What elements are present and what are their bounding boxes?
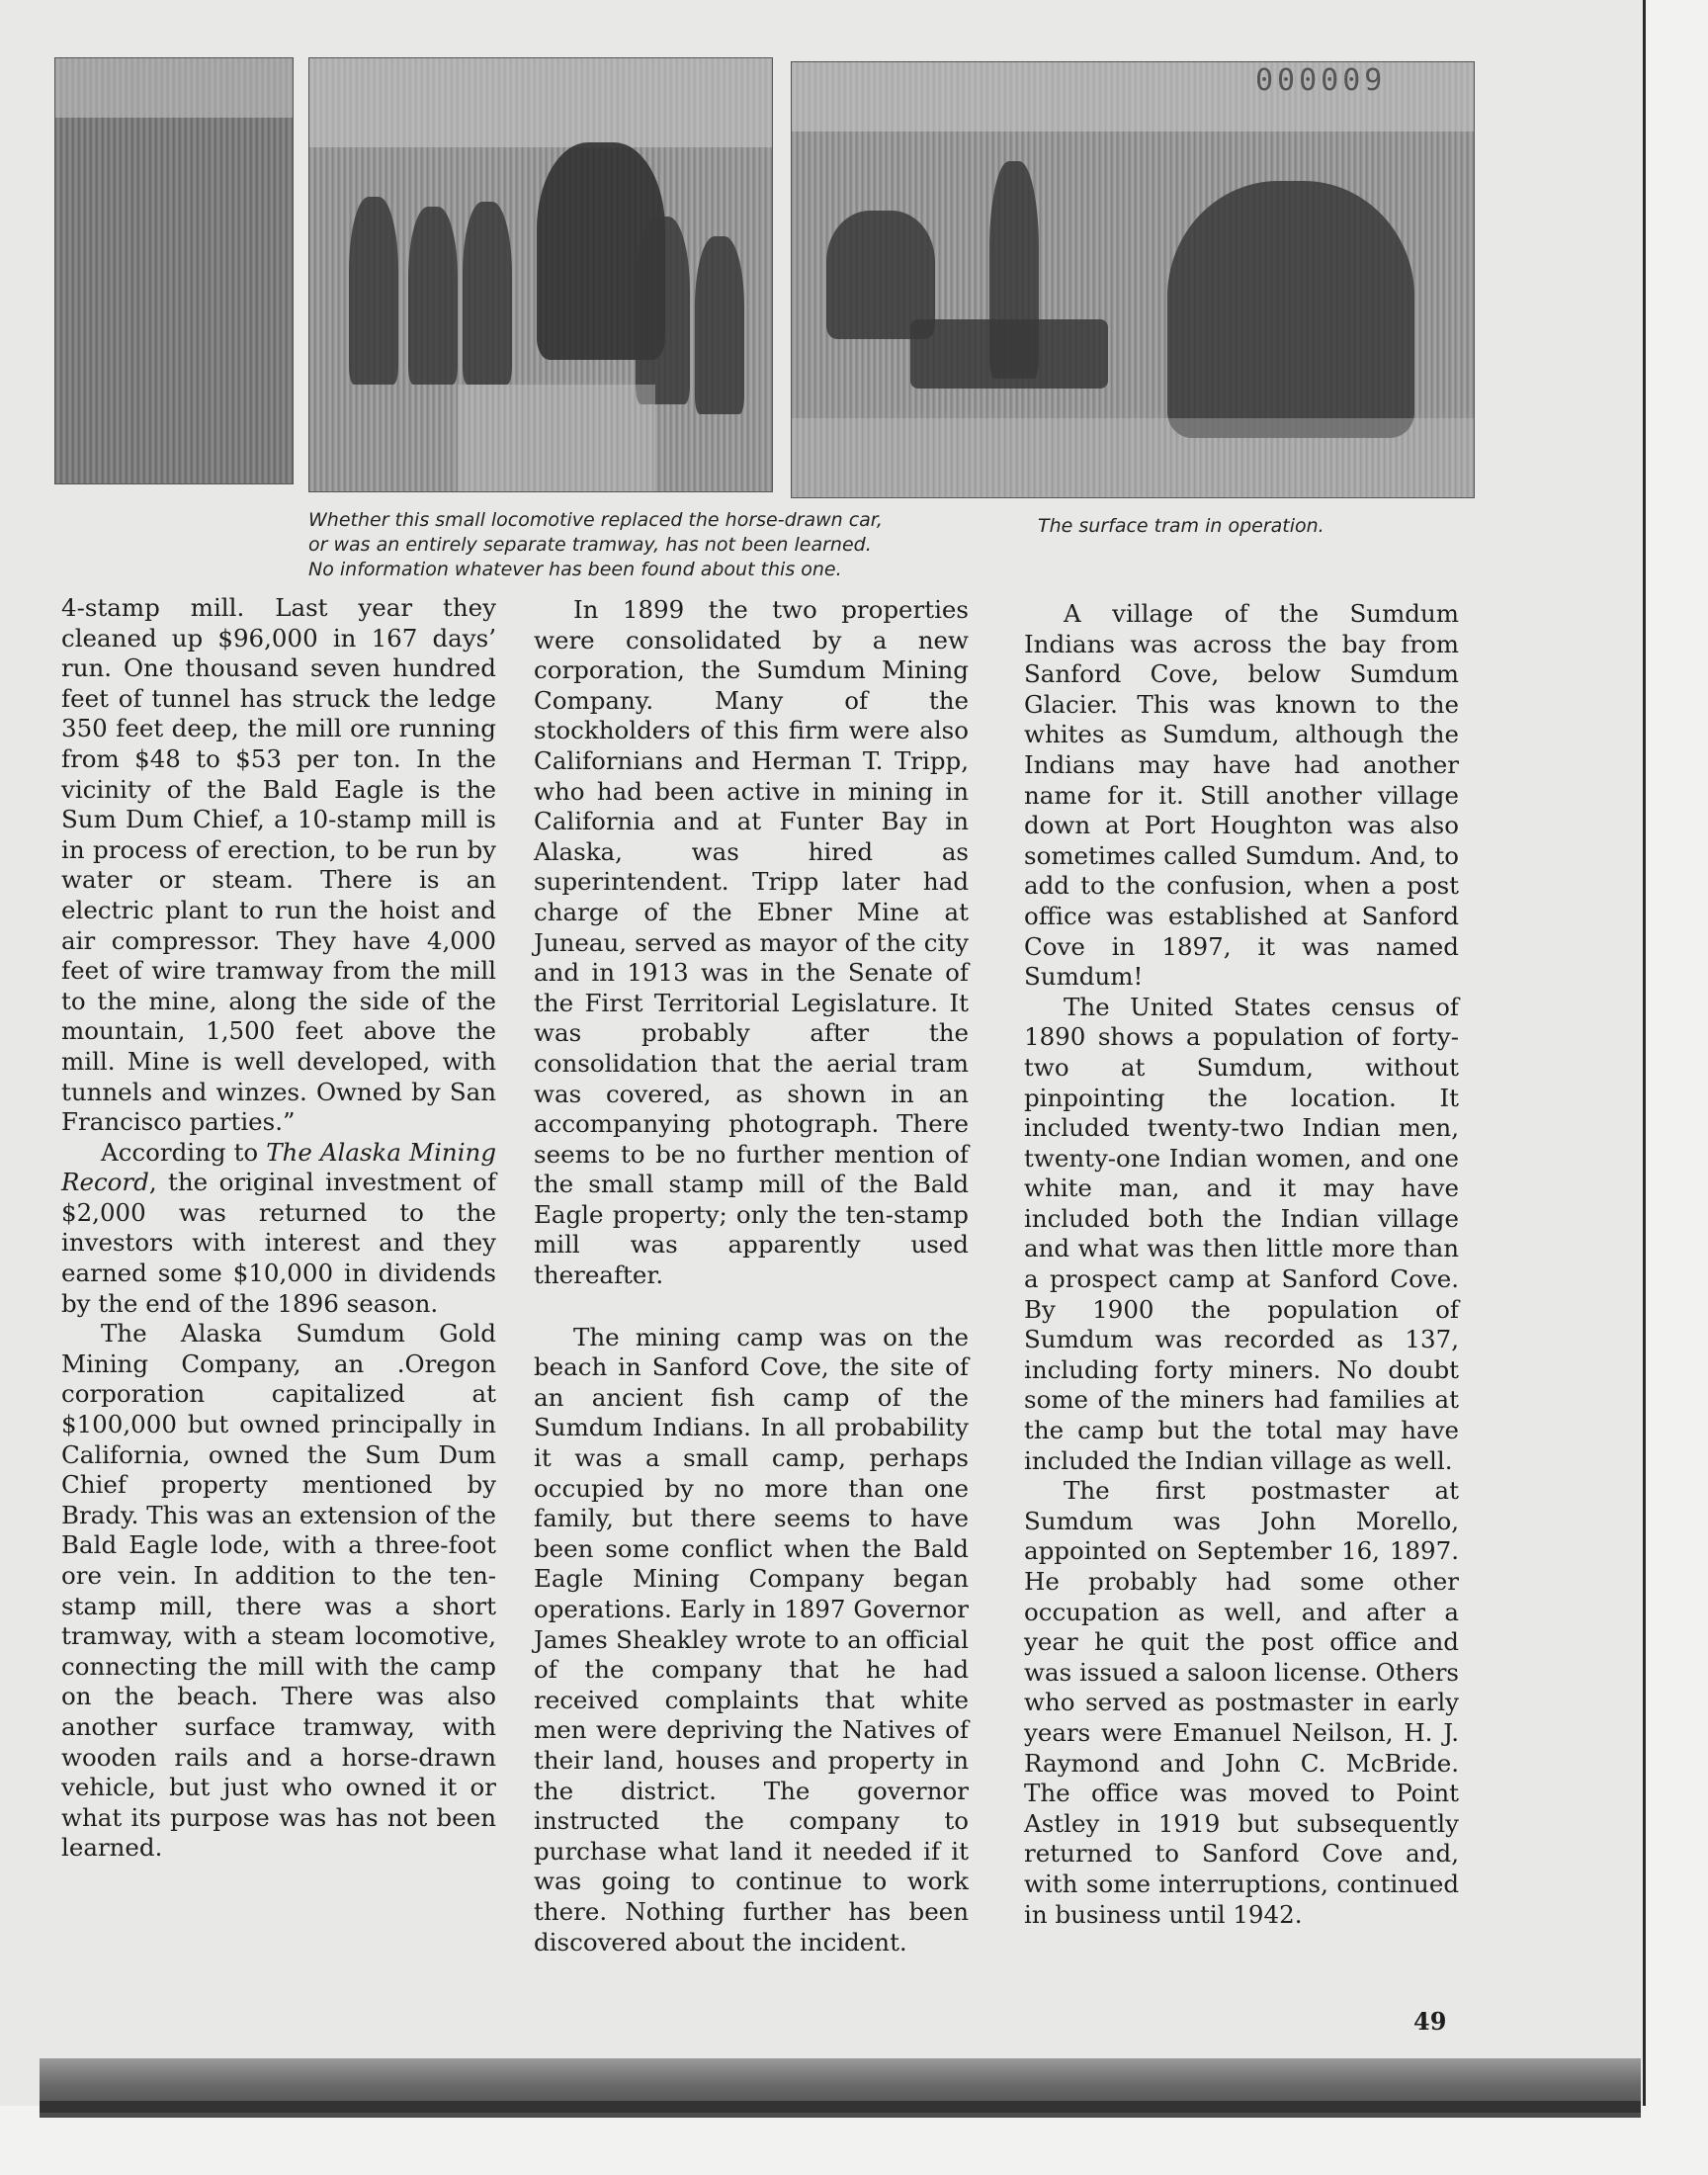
caption-surface-tram: The surface tram in operation.: [1038, 515, 1324, 537]
photo-locomotive: [308, 57, 773, 492]
column-middle: [534, 595, 969, 1958]
text-span: According to: [101, 1137, 267, 1167]
paragraph: The Alaska Sumdum Gold Mining Company, an .Oregon corporation capitalized at $100,000 but owned principally in California, owned the Sum Dum Chief property mentioned by Brady. This was an extension of the Bald Eagle lode, with a three-foot ore vein. In addition to the ten-stamp mill, there was a short tramway, with a steam locomotive, connecting the mill with the camp on the beach. There was also another surface tramway, with wooden rails and a horse-drawn vehicle, but just who owned it or what its purpose was has not been learned.: [61, 1319, 496, 1863]
caption-locomotive: [308, 508, 1000, 582]
page-bottom-shadow: [40, 2101, 1641, 2113]
column-left: [61, 593, 496, 1864]
paragraph: The mining camp was on the beach in Sanford Cove, the site of an ancient fish camp of the Sumdum Indians. In all probability it was a small camp, perhaps occupied by no more than one family, but there seems to have been some conflict when the Bald Eagle Mining Company began operations. Early in 1897 Governor James Sheakley wrote to an official of the company that he had received complaints that white men were depriving the Natives of their land, houses and property in the district. The governor instructed the company to purchase what land it needed if it was going to continue to work there. Nothing further has been discovered about the incident.: [534, 1322, 969, 1957]
caption-line: Whether this small locomotive replaced the horse-drawn car,: [308, 509, 883, 531]
archive-stamp: 000009: [1255, 63, 1387, 98]
text-span: , the original investment of $2,000 was returned to the investors with interest and they earned some $10,000 in dividends by the end of the 1896 season.: [61, 1168, 496, 1318]
paragraph: A village of the Sumdum Indians was across the bay from Sanford Cove, below Sumdum Glacier. This was known to the whites as Sumdum, although the Indians may have had another name for it. Still another village down at Port Houghton was also sometimes called Sumdum. And, to add to the confusion, when a post office was established at Sanford Cove in 1897, it was named Sumdum!: [1024, 599, 1459, 992]
photo-left-partial: [54, 57, 294, 484]
paragraph: 4-stamp mill. Last year they cleaned up $96,000 in 167 days’ run. One thousand seven hundred feet of tunnel has struck the ledge 350 feet deep, the mill ore running from $48 to $53 per ton. In the vicinity of the Bald Eagle is the Sum Dum Chief, a 10-stamp mill is in process of erection, to be run by water or steam. There is an electric plant to run the hoist and air compressor. They have 4,000 feet of wire tramway from the mill to the mine, along the side of the mountain, 1,500 feet above the mill. Mine is well developed, with tunnels and winzes. Owned by San Francisco parties.”: [61, 593, 496, 1137]
column-right: [1024, 599, 1459, 1930]
paragraph: The first postmaster at Sumdum was John Morello, appointed on September 16, 1897. He probably had some other occupation as well, and after a year he quit the post office and was issued a saloon license. Others who served as postmaster in early years were Emanuel Neilson, H. J. Raymond and John C. McBride. The office was moved to Point Astley in 1919 but subsequently returned to Sanford Cove and, with some interruptions, continued in business until 1942.: [1024, 1476, 1459, 1929]
publication-title: The Alaska Mining Record: [61, 1137, 496, 1197]
caption-line: or was an entirely separate tramway, has not been learned.: [308, 534, 872, 556]
paragraph: In 1899 the two properties were consolidated by a new corporation, the Sumdum Mining Company. Many of the stockholders of this firm were also Californians and Herman T. Tripp, who had been active in mining in California and at Funter Bay in Alaska, was hired as superintendent. Tripp later had charge of the Ebner Mine at Juneau, served as mayor of the city and in 1913 was in the Senate of the First Territorial Legislature. It was probably after the consolidation that the aerial tram was covered, as shown in an accompanying photograph. There seems to be no further mention of the small stamp mill of the Bald Eagle property; only the ten-stamp mill was apparently used thereafter.: [534, 595, 969, 1290]
paragraph: The United States census of 1890 shows a population of forty-two at Sumdum, without pinpointing the location. It included twenty-two Indian men, twenty-one Indian women, and one white man, and it may have included both the Indian village and what was then little more than a prospect camp at Sanford Cove. By 1900 the population of Sumdum was recorded as 137, including forty miners. No doubt some of the miners had families at the camp but the total may have included the Indian village as well.: [1024, 992, 1459, 1475]
photo-surface-tram: [791, 61, 1475, 498]
caption-line: No information whatever has been found about this one.: [308, 559, 842, 580]
paragraph: [61, 1138, 496, 1320]
page-number: 49: [1413, 2007, 1447, 2036]
